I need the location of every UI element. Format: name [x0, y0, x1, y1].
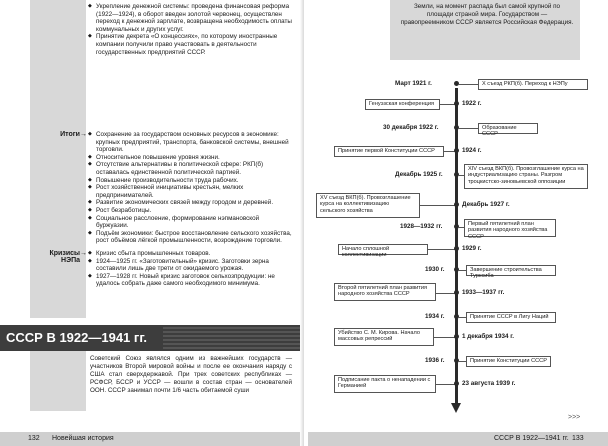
timeline-dot [454, 202, 459, 207]
connector [458, 270, 466, 271]
list-item: ◆ Отсутствие альтернативы в политической сфере: РКП(б) оставалась единственной политической партией. [88, 161, 293, 176]
connector [458, 361, 466, 362]
timeline-date: 1 декабря 1934 г. [462, 333, 514, 340]
list-item: ◆ Относительное повышение уровня жизни. [88, 154, 293, 162]
list-item: ◆ Сохранение за государством основных ресурсов в экономике: крупных предприятий, транспорта, банковской системы, внешней торговли. [88, 131, 293, 154]
timeline-event: Первый пятилетний план развития народного хозяйства СССР [464, 219, 556, 237]
connector [436, 293, 455, 294]
connector [434, 337, 455, 338]
connector [428, 249, 455, 250]
list-item: ◆ Подъём экономики: быстрое восстановление сельского хозяйства, рост объёмов лёгкой промышленности, возрождение торговли. [88, 230, 293, 245]
continue-arrows-icon: >>> [568, 414, 581, 421]
list-item: ◆ Кризис сбыта промышленных товаров. [88, 250, 293, 258]
list-item: ◆ Повышение производительности труда рабочих. [88, 177, 293, 185]
list-item: ◆ Принятие декрета «О концессиях», по которому иностранные компании получили право участвовать в деятельности государственных предприятий СССР. [88, 33, 293, 56]
page-number: 132 [28, 435, 40, 442]
timeline-date: 1922 г. [462, 100, 482, 107]
footer-left [0, 432, 300, 446]
timeline-date: 1936 г. [425, 357, 445, 364]
timeline-date: 1934 г. [425, 313, 445, 320]
footer-right [308, 432, 608, 446]
arrow-icon: → [80, 250, 87, 257]
timeline-dot [454, 101, 459, 106]
list-item: ◆ Социальное расслоение, формирование нэпмановской буржуазии. [88, 215, 293, 230]
timeline-date: 23 августа 1939 г. [462, 380, 516, 387]
timeline-event: Начало сплошной коллективизации [338, 244, 428, 255]
timeline-dot [454, 148, 459, 153]
timeline-event: Генуэзская конференция [365, 99, 440, 110]
timeline-dot [454, 290, 459, 295]
arrow-icon: → [80, 131, 87, 138]
section-banner [0, 325, 300, 351]
timeline-date: Декабрь 1927 г. [462, 201, 510, 208]
connector [458, 317, 466, 318]
connector [420, 205, 455, 206]
timeline-event: Завершение строительства Турксиба [466, 265, 556, 276]
crises-list [88, 250, 293, 288]
intro-text: Земли, на момент распада был самой крупной по площади страной мира. Государством — правопреемником СССР является Российская Федерация. [400, 3, 574, 26]
connector [458, 84, 478, 85]
timeline-event: Принятие первой Конституции СССР [334, 146, 444, 157]
timeline-date: Декабрь 1925 г. [395, 171, 443, 178]
timeline-event: Убийство С. М. Кирова. Начало массовых репрессий [334, 328, 434, 346]
timeline-event: Образование СССР [478, 123, 538, 134]
margin-band [30, 351, 86, 411]
timeline-event: Подписание пакта о ненападении с Германией [334, 375, 436, 393]
itogi-label: Итоги [60, 131, 80, 138]
intro-paragraph: Советский Союз являлся одним из важнейших государств — участников Второй мировой войны и после ее окончания наряду с США стал сверхдержавой. При трех советских республиках — РСФСР, БССР и УССР — вошли в состав стран — основателей ООН. СССР занимал почти 1/6 часть обитаемой суши [90, 355, 292, 394]
timeline-dot [454, 246, 459, 251]
timeline-event: Принятие СССР в Лигу Наций [466, 312, 556, 323]
list-item: ◆ Развитие экономических связей между городом и деревней. [88, 199, 293, 207]
timeline-event: X съезд РКП(б). Переход к НЭПу [478, 79, 588, 90]
timeline-dot [454, 334, 459, 339]
list-item: ◆ 1927—1928 гг. Новый кризис заготовок сельхозпродукции: не удалось собрать даже самого необходимого минимума. [88, 273, 293, 288]
timeline-date: Март 1921 г. [395, 80, 432, 87]
timeline-date: 1930 г. [425, 266, 445, 273]
itogi-list [88, 131, 293, 245]
timeline-dot [454, 381, 459, 386]
running-title: СССР В 1922—1941 гг. [494, 435, 569, 442]
timeline-event: XV съезд ВКП(б). Провозглашение курса на коллективизацию сельского хозяйства [316, 193, 420, 218]
timeline-date: 1929 г. [462, 245, 482, 252]
timeline-event: Принятие Конституции СССР [466, 356, 551, 367]
bullets-top [88, 3, 293, 56]
connector [458, 128, 478, 129]
timeline-arrow-icon [451, 403, 461, 413]
timeline-date: 1933—1937 гг. [462, 289, 505, 296]
timeline-date: 30 декабря 1922 г. [383, 124, 439, 131]
timeline-date: 1924 г. [462, 147, 482, 154]
connector [436, 384, 455, 385]
timeline-date: 1928—1932 гг. [400, 223, 443, 230]
list-item: ◆ Рост хозяйственной инициативы крестьян, мелких предпринимателей. [88, 184, 293, 199]
timeline-event: Второй пятилетний план развития народного хозяйства СССР [334, 283, 436, 301]
crises-label: Кризисы НЭПа [49, 250, 80, 264]
margin-band [30, 0, 86, 318]
list-item: ◆ 1924—1925 гг. «Заготовительный» кризис. Заготовки зерна составили лишь две трети от ожидаемого урожая. [88, 258, 293, 273]
running-title: Новейшая история [52, 435, 114, 442]
list-item: ◆ Рост безработицы. [88, 207, 293, 215]
section-title: СССР В 1922—1941 гг. [6, 330, 148, 345]
list-item: ◆ Укрепление денежной системы: проведена финансовая реформа (1922—1924), в оборот введен золотой червонец, осуществлен переход к денежной зарплате, возвращена необходимость оплаты коммунальных и других услуг. [88, 3, 293, 33]
page-number: 133 [572, 435, 584, 442]
connector [440, 104, 455, 105]
timeline-event: XIV съезд ВКП(б). Провозглашение курса на индустриализацию страны. Разгром троцкистско-зиновьевской оппозиции [464, 164, 588, 189]
